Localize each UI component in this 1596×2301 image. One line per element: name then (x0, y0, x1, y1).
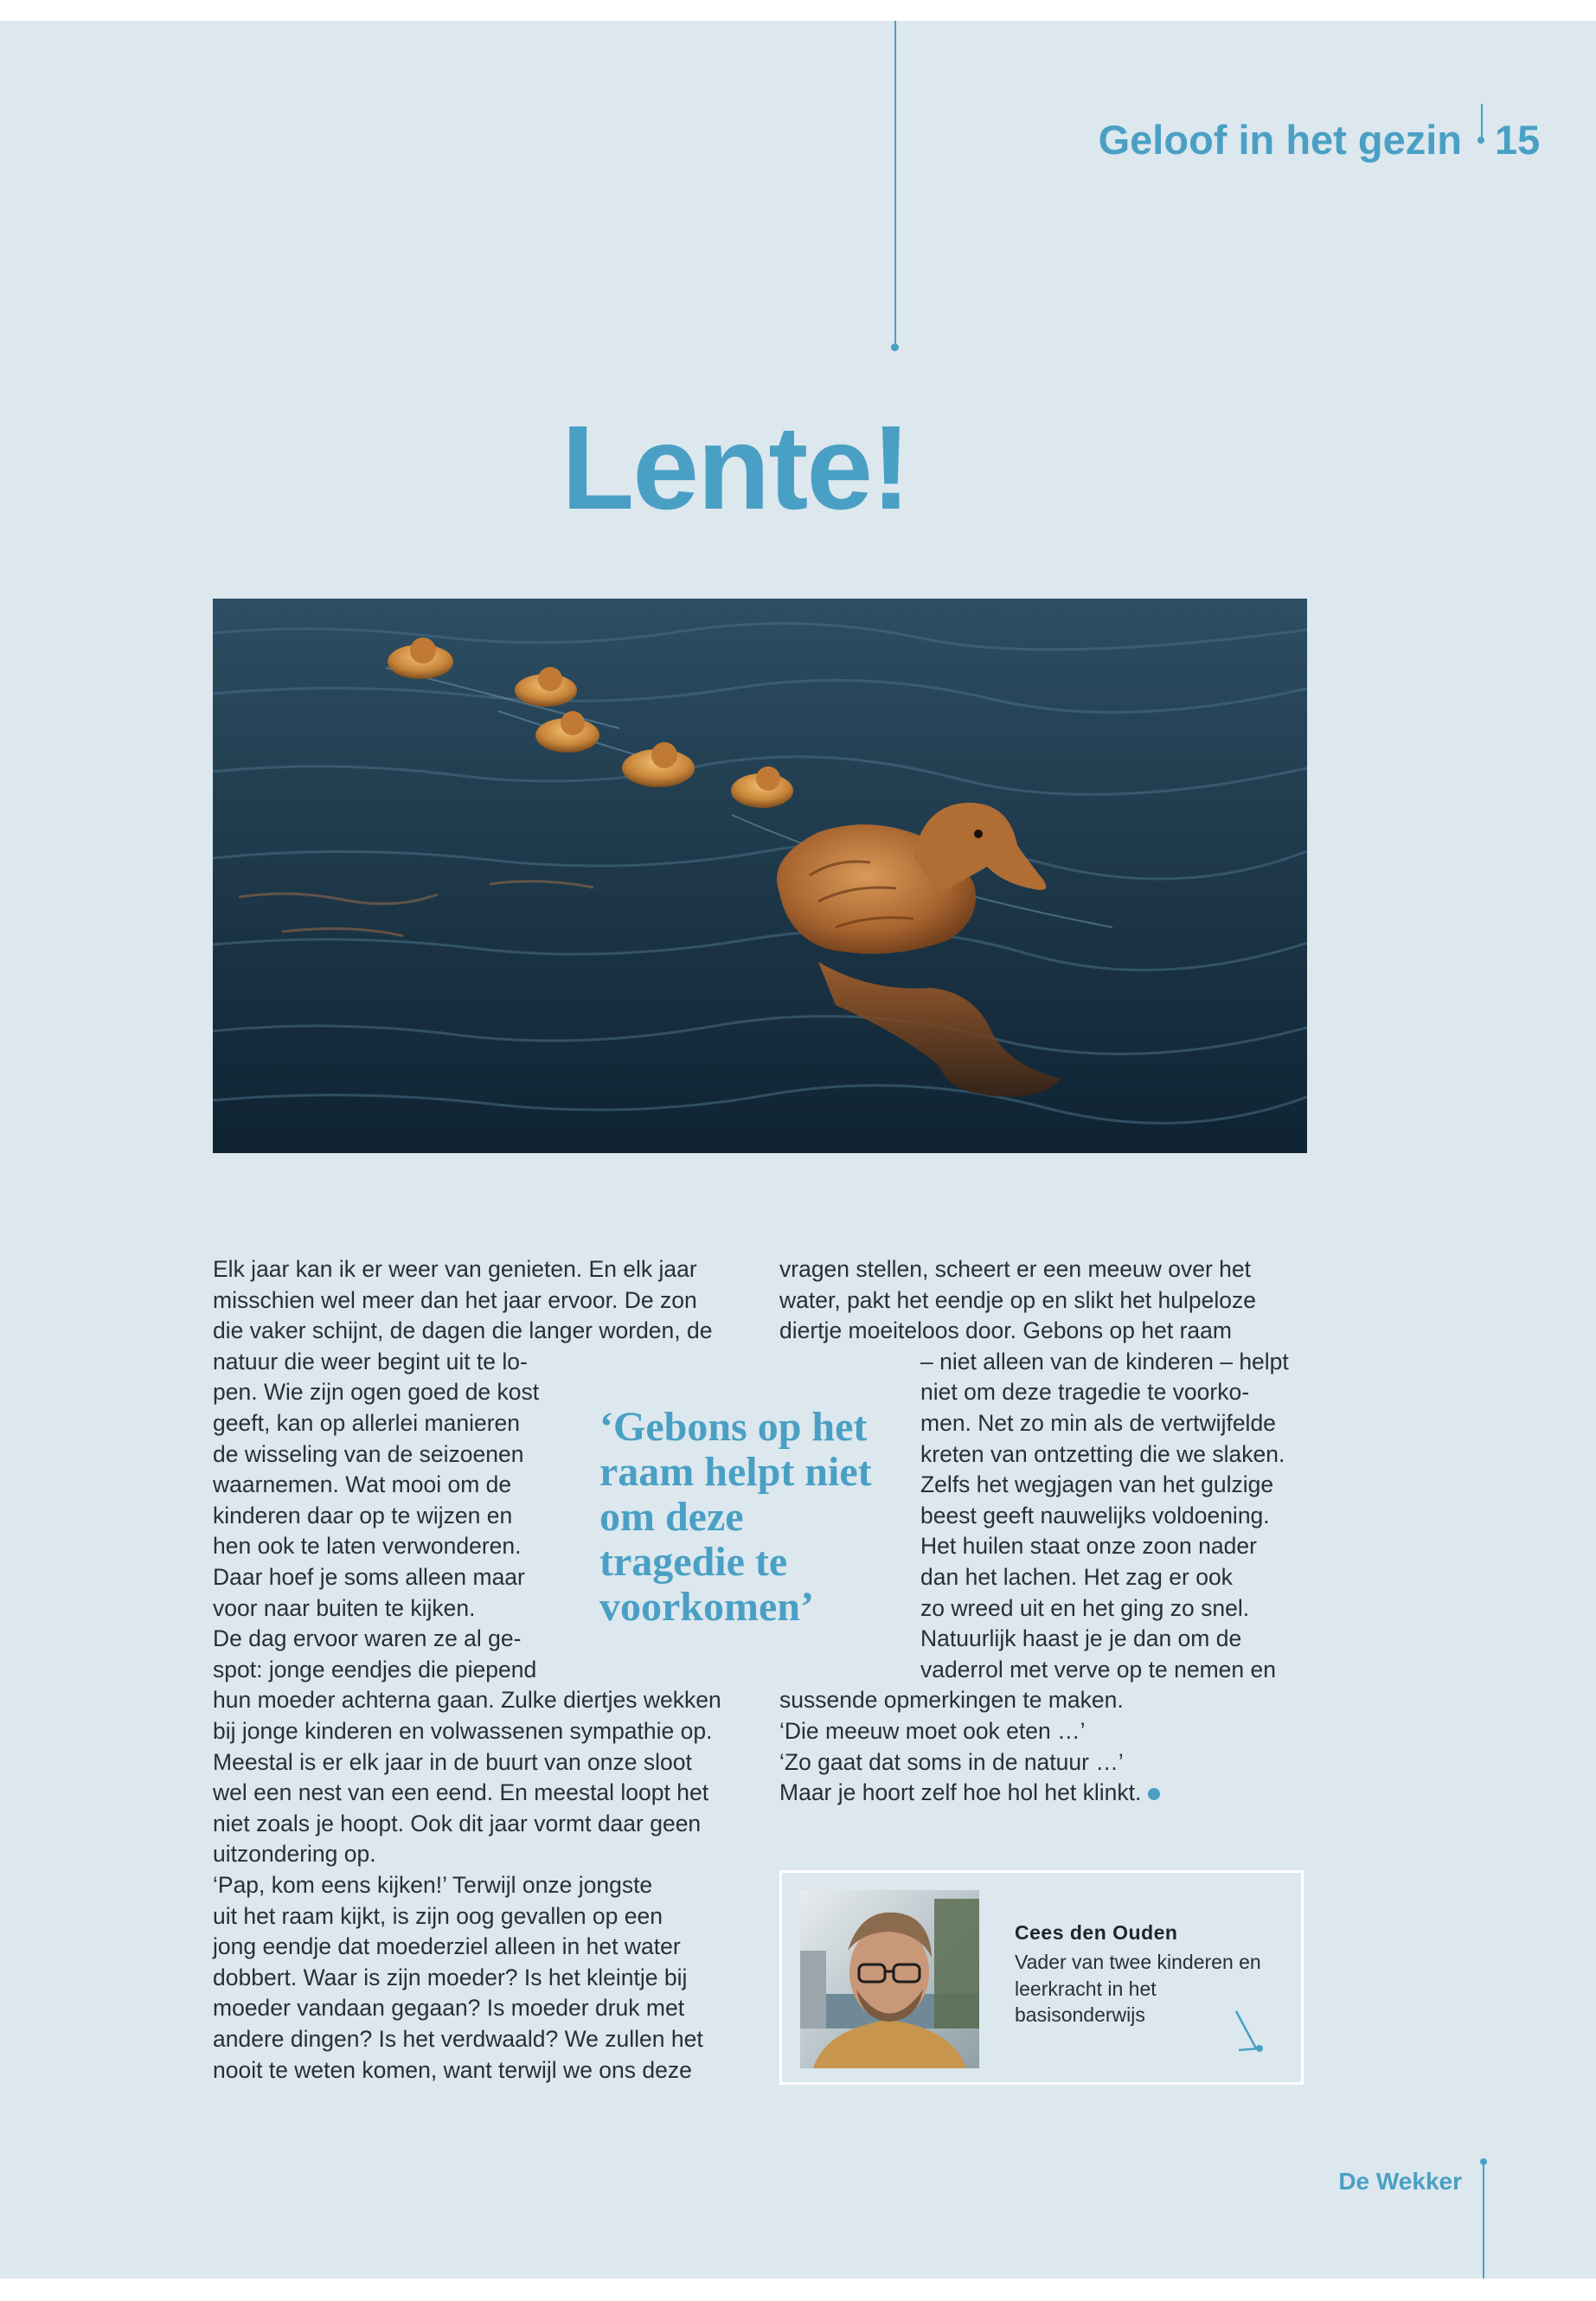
text-line: voor naar buiten te kijken. (213, 1594, 476, 1621)
article-column-left-narrow (213, 1347, 559, 1686)
text-line: ‘Die meeuw moet ook eten …’ (779, 1717, 1086, 1744)
text-line: Elk jaar kan ik er weer van genieten. En elk jaar (213, 1256, 697, 1282)
text-line: spot: jonge eendjes die piepend (213, 1656, 537, 1682)
text-line: wel een nest van een eend. En meestal loopt het (213, 1779, 709, 1806)
author-photo (800, 1890, 979, 2068)
text-line: kreten van ontzetting die we slaken. (920, 1440, 1285, 1467)
top-vertical-rule (894, 21, 896, 348)
author-bio: Vader van twee kinderen en leerkracht in het basisonderwijs (1015, 1951, 1261, 2026)
text-line: moeder vandaan gegaan? Is moeder druk met (213, 1995, 685, 2022)
article-column-right-bottom (779, 1685, 1316, 1808)
text-line: niet zoals je hoopt. Ook dit jaar vormt daar geen (213, 1810, 702, 1836)
text-line: vaderrol met verve op te nemen en (920, 1656, 1276, 1682)
text-line: – niet alleen van de kinderen – helpt (920, 1348, 1289, 1375)
text-line: Het huilen staat onze zoon nader (920, 1533, 1257, 1560)
header-divider-dot (1477, 137, 1484, 144)
text-line: dobbert. Waar is zijn moeder? Is het kleintje bij (213, 1964, 688, 1990)
text-line: kinderen daar op te wijzen en (213, 1502, 513, 1529)
text-line: niet om deze tragedie te voorko- (920, 1379, 1250, 1406)
text-line: de wisseling van de seizoenen (213, 1440, 524, 1467)
text-line: Daar hoef je soms alleen maar (213, 1563, 525, 1590)
article-headline: Lente! (561, 401, 909, 535)
article-column-right-top (779, 1254, 1316, 1347)
magazine-page (0, 21, 1596, 2279)
author-box (779, 1870, 1304, 2085)
text-line: Natuurlijk haast je je dan om de (920, 1625, 1242, 1652)
corner-line-icon (1232, 2007, 1266, 2059)
text-line: De dag ervoor waren ze al ge- (213, 1625, 522, 1652)
final-sentence: Maar je hoort zelf hoe hol het klinkt. (779, 1779, 1142, 1806)
text-line: hun moeder achterna gaan. Zulke diertjes wekken (213, 1687, 721, 1714)
text-line: uitzondering op. (213, 1841, 376, 1868)
text-line: nooit te weten komen, want terwijl we ons deze (213, 2056, 692, 2083)
text-line: diertje moeiteloos door. Gebons op het raam (779, 1317, 1232, 1344)
text-line: Zelfs het wegjagen van het gulzige (920, 1471, 1274, 1498)
text-line: men. Net zo min als de vertwijfelde (920, 1409, 1276, 1436)
footer-vertical-rule (1483, 2161, 1484, 2279)
text-line: natuur die weer begint uit te lo- (213, 1348, 528, 1375)
end-mark-icon (1148, 1788, 1160, 1800)
footer-brand: De Wekker (1338, 2168, 1462, 2195)
text-line: hen ook te laten verwonderen. (213, 1533, 522, 1560)
text-line: andere dingen? Is het verdwaald? We zullen het (213, 2025, 703, 2052)
text-line: misschien wel meer dan het jaar ervoor. De zon (213, 1286, 697, 1313)
article-column-left-top (213, 1254, 758, 1347)
text-line: ‘Zo gaat dat soms in de natuur …’ (779, 1748, 1124, 1775)
author-name: Cees den Ouden (1015, 1921, 1178, 1944)
text-line: die vaker schijnt, de dagen die langer worden, de (213, 1317, 713, 1344)
article-column-left-bottom (213, 1685, 758, 2086)
page-number: 15 (1495, 117, 1541, 163)
text-line: zo wreed uit en het ging zo snel. (920, 1594, 1250, 1621)
text-line: bij jonge kinderen en volwassenen sympathie op. (213, 1717, 713, 1744)
text-line: water, pakt het eendje op en slikt het hulpeloze (779, 1286, 1256, 1313)
text-line: ‘Pap, kom eens kijken!’ Terwijl onze jongste (213, 1871, 653, 1898)
text-line: beest geeft nauwelijks voldoening. (920, 1502, 1270, 1529)
text-line: uit het raam kijkt, is zijn oog gevallen op een (213, 1902, 663, 1929)
ducks-photo (213, 599, 1307, 1153)
top-rule-dot (891, 343, 899, 351)
text-line: dan het lachen. Het zag er ook (920, 1563, 1233, 1590)
text-line: waarnemen. Wat mooi om de (213, 1471, 512, 1498)
text-line: pen. Wie zijn ogen goed de kost (213, 1379, 540, 1406)
pull-quote: ‘Gebons op het raam helpt niet om deze tragedie te voorkomen’ (599, 1404, 872, 1630)
section-title: Geloof in het gezin (1098, 117, 1462, 163)
article-column-right-narrow (920, 1347, 1318, 1686)
text-line: sussende opmerkingen te maken. (779, 1687, 1124, 1714)
text-line: geeft, kan op allerlei manieren (213, 1409, 521, 1436)
text-line: vragen stellen, scheert er een meeuw over het (779, 1256, 1252, 1282)
text-line-final (779, 1778, 1316, 1809)
text-line: jong eendje dat moederziel alleen in het water (213, 1933, 681, 1960)
text-line: Meestal is er elk jaar in de buurt van onze sloot (213, 1748, 692, 1775)
